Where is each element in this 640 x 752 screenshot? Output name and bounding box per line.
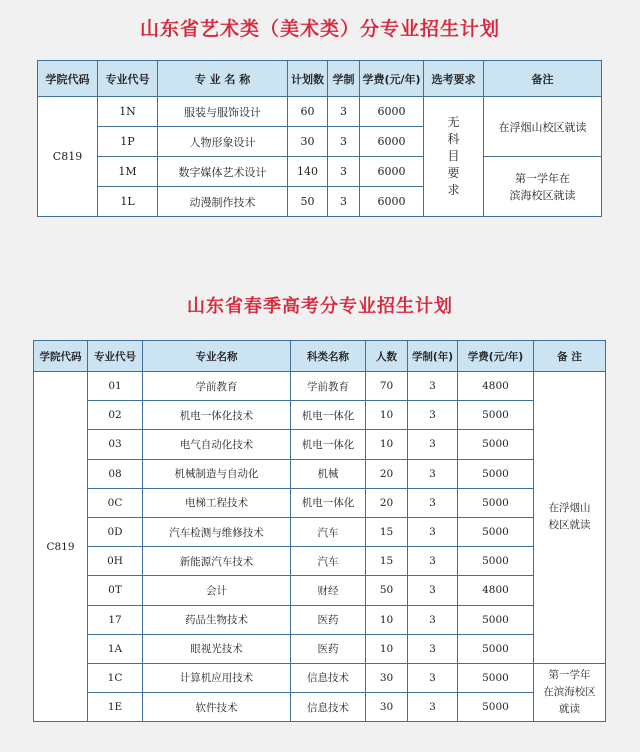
fee-cell: 5000: [458, 547, 534, 576]
table-header-row: [34, 341, 606, 372]
major-code-cell: 1M: [98, 157, 158, 187]
header-college-code: 学院代码: [38, 61, 98, 97]
category-cell: 财经: [291, 576, 366, 605]
requirement-char: 要: [447, 166, 460, 180]
fee-cell: 6000: [360, 127, 424, 157]
years-cell: 3: [408, 430, 458, 459]
major-name-cell: 动漫制作技术: [158, 187, 288, 217]
header-years: 学制: [328, 61, 360, 97]
fee-cell: 4800: [458, 576, 534, 605]
header-requirement: 选考要求: [424, 61, 484, 97]
major-name-cell: 软件技术: [143, 693, 291, 722]
table-row: [38, 97, 602, 127]
category-cell: 医药: [291, 634, 366, 663]
requirement-char: 目: [447, 149, 460, 163]
table-row: [34, 401, 606, 430]
college-code-cell: C819: [34, 372, 88, 722]
table-header-row: [38, 61, 602, 97]
table-row: [34, 372, 606, 401]
requirement-cell: [424, 97, 484, 217]
college-code-cell: C819: [38, 97, 98, 217]
table-row: [34, 576, 606, 605]
table-row: [34, 547, 606, 576]
years-cell: 3: [328, 127, 360, 157]
years-cell: 3: [408, 576, 458, 605]
table-row: [34, 459, 606, 488]
plan-count-cell: 60: [288, 97, 328, 127]
category-cell: 机电一体化: [291, 430, 366, 459]
fee-cell: 5000: [458, 401, 534, 430]
years-cell: 3: [328, 187, 360, 217]
note-line: 第一学年: [548, 669, 591, 682]
major-name-cell: 电气自动化技术: [143, 430, 291, 459]
table-row: [34, 663, 606, 692]
category-cell: 机械: [291, 459, 366, 488]
category-cell: 机电一体化: [291, 488, 366, 517]
requirement-char: 求: [447, 183, 460, 197]
table-row: [34, 517, 606, 546]
major-name-cell: 药品生物技术: [143, 605, 291, 634]
fee-cell: 6000: [360, 157, 424, 187]
header-plan-count: 计划数: [288, 61, 328, 97]
years-cell: 3: [408, 488, 458, 517]
category-cell: 汽车: [291, 517, 366, 546]
note-line: 滨海校区就读: [509, 188, 576, 202]
major-name-cell: 会计: [143, 576, 291, 605]
note-line: 就读: [559, 703, 580, 716]
count-cell: 10: [366, 430, 408, 459]
table-row: [34, 605, 606, 634]
years-cell: 3: [328, 97, 360, 127]
note-line: 校区就读: [548, 519, 591, 532]
years-cell: 3: [408, 401, 458, 430]
count-cell: 70: [366, 372, 408, 401]
header-college-code: 学院代码: [34, 341, 88, 372]
years-cell: 3: [408, 459, 458, 488]
note-line: 在滨海校区: [543, 686, 596, 699]
count-cell: 10: [366, 634, 408, 663]
header-note: 备注: [484, 61, 602, 97]
major-name-cell: 数字媒体艺术设计: [158, 157, 288, 187]
fee-cell: 5000: [458, 634, 534, 663]
category-cell: 机电一体化: [291, 401, 366, 430]
major-name-cell: 电梯工程技术: [143, 488, 291, 517]
major-name-cell: 人物形象设计: [158, 127, 288, 157]
years-cell: 3: [408, 372, 458, 401]
major-code-cell: 02: [88, 401, 143, 430]
years-cell: 3: [408, 634, 458, 663]
count-cell: 20: [366, 488, 408, 517]
header-count: 人数: [366, 341, 408, 372]
note-cell: [484, 157, 602, 217]
major-name-cell: 眼视光技术: [143, 634, 291, 663]
major-code-cell: 17: [88, 605, 143, 634]
major-code-cell: 03: [88, 430, 143, 459]
major-code-cell: 1P: [98, 127, 158, 157]
note-cell: [534, 663, 606, 721]
plan-count-cell: 140: [288, 157, 328, 187]
fee-cell: 5000: [458, 605, 534, 634]
header-major-code: 专业代号: [88, 341, 143, 372]
major-code-cell: 1C: [88, 663, 143, 692]
table-row: [34, 693, 606, 722]
header-major-name: 专 业 名 称: [158, 61, 288, 97]
years-cell: 3: [408, 605, 458, 634]
years-cell: 3: [408, 547, 458, 576]
note-cell: 在浮烟山校区就读: [484, 97, 602, 157]
header-years: 学制(年): [408, 341, 458, 372]
major-name-cell: 新能源汽车技术: [143, 547, 291, 576]
table-row: [38, 157, 602, 187]
years-cell: 3: [408, 663, 458, 692]
header-major-name: 专业名称: [143, 341, 291, 372]
plan-count-cell: 30: [288, 127, 328, 157]
count-cell: 50: [366, 576, 408, 605]
major-code-cell: 1L: [98, 187, 158, 217]
requirement-char: 科: [447, 132, 460, 146]
fee-cell: 6000: [360, 97, 424, 127]
years-cell: 3: [328, 157, 360, 187]
fee-cell: 6000: [360, 187, 424, 217]
major-name-cell: 计算机应用技术: [143, 663, 291, 692]
spring-plan-title: 山东省春季高考分专业招生计划: [187, 296, 453, 317]
fee-cell: 4800: [458, 372, 534, 401]
years-cell: 3: [408, 693, 458, 722]
major-code-cell: 0T: [88, 576, 143, 605]
category-cell: 学前教育: [291, 372, 366, 401]
major-name-cell: 机械制造与自动化: [143, 459, 291, 488]
fee-cell: 5000: [458, 663, 534, 692]
count-cell: 20: [366, 459, 408, 488]
count-cell: 10: [366, 401, 408, 430]
major-code-cell: 0H: [88, 547, 143, 576]
art-plan-title: 山东省艺术类（美术类）分专业招生计划: [139, 18, 500, 40]
major-name-cell: 汽车检测与维修技术: [143, 517, 291, 546]
note-cell: [534, 372, 606, 664]
category-cell: 信息技术: [291, 693, 366, 722]
fee-cell: 5000: [458, 488, 534, 517]
header-fee: 学费(元/年): [360, 61, 424, 97]
major-code-cell: 1A: [88, 634, 143, 663]
header-note: 备 注: [534, 341, 606, 372]
major-code-cell: 1E: [88, 693, 143, 722]
table-row: [34, 634, 606, 663]
header-category: 科类名称: [291, 341, 366, 372]
fee-cell: 5000: [458, 430, 534, 459]
count-cell: 30: [366, 663, 408, 692]
fee-cell: 5000: [458, 459, 534, 488]
plan-count-cell: 50: [288, 187, 328, 217]
header-fee: 学费(元/年): [458, 341, 534, 372]
major-code-cell: 08: [88, 459, 143, 488]
category-cell: 信息技术: [291, 663, 366, 692]
major-name-cell: 学前教育: [143, 372, 291, 401]
category-cell: 医药: [291, 605, 366, 634]
major-name-cell: 服装与服饰设计: [158, 97, 288, 127]
major-name-cell: 机电一体化技术: [143, 401, 291, 430]
major-code-cell: 1N: [98, 97, 158, 127]
art-plan-table: [37, 60, 602, 217]
count-cell: 15: [366, 517, 408, 546]
count-cell: 10: [366, 605, 408, 634]
spring-plan-table: [33, 340, 606, 722]
count-cell: 30: [366, 693, 408, 722]
note-line: 第一学年在: [515, 171, 570, 185]
years-cell: 3: [408, 517, 458, 546]
requirement-char: 无: [447, 115, 460, 129]
table-row: [34, 488, 606, 517]
fee-cell: 5000: [458, 517, 534, 546]
major-code-cell: 01: [88, 372, 143, 401]
category-cell: 汽车: [291, 547, 366, 576]
table-row: [34, 430, 606, 459]
fee-cell: 5000: [458, 693, 534, 722]
header-major-code: 专业代号: [98, 61, 158, 97]
count-cell: 15: [366, 547, 408, 576]
major-code-cell: 0D: [88, 517, 143, 546]
major-code-cell: 0C: [88, 488, 143, 517]
note-line: 在浮烟山: [548, 502, 591, 515]
